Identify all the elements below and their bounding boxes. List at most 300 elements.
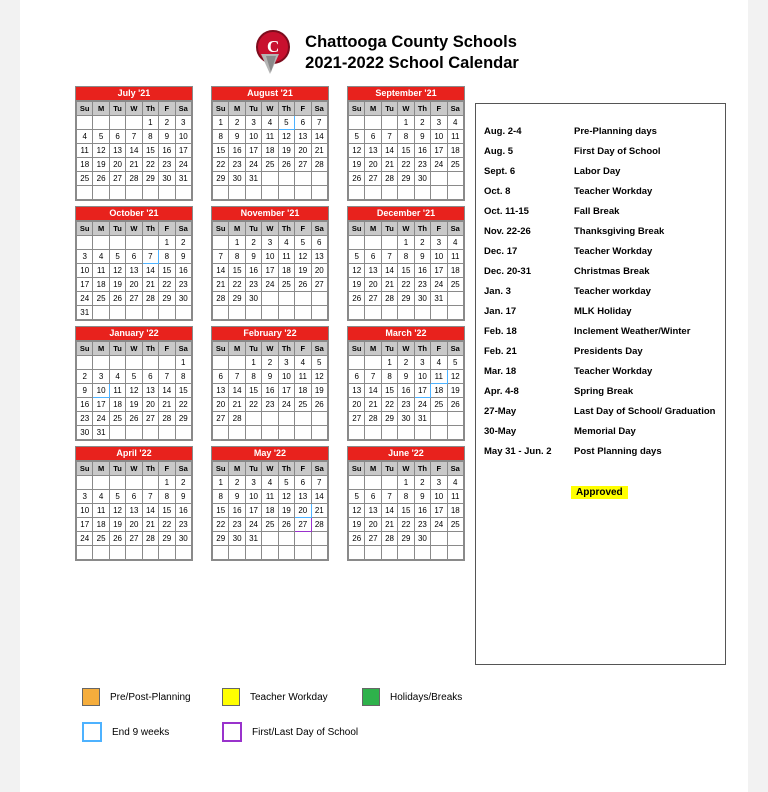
day-cell[interactable]: 14 [159, 384, 175, 398]
day-cell[interactable]: 30 [229, 172, 245, 186]
day-cell[interactable]: 20 [109, 158, 125, 172]
day-cell[interactable]: 14 [381, 264, 397, 278]
day-cell[interactable]: 13 [295, 130, 311, 144]
day-cell[interactable]: 24 [431, 518, 447, 532]
day-cell[interactable]: 16 [77, 398, 93, 412]
day-cell[interactable]: 20 [365, 158, 381, 172]
day-cell[interactable]: 29 [213, 172, 229, 186]
day-cell[interactable]: 25 [431, 398, 447, 412]
day-cell[interactable]: 7 [365, 370, 381, 384]
day-cell[interactable]: 3 [414, 356, 430, 370]
day-cell[interactable]: 21 [381, 278, 397, 292]
day-cell[interactable]: 23 [229, 158, 245, 172]
day-cell[interactable]: 23 [175, 278, 191, 292]
day-cell[interactable]: 15 [381, 384, 397, 398]
day-cell[interactable]: 26 [126, 412, 142, 426]
day-cell[interactable]: 4 [447, 116, 463, 130]
day-cell[interactable]: 6 [126, 490, 142, 504]
day-cell[interactable]: 6 [295, 116, 311, 130]
day-cell[interactable]: 9 [398, 370, 414, 384]
day-cell[interactable]: 5 [349, 250, 365, 264]
day-cell[interactable]: 14 [381, 144, 397, 158]
day-cell[interactable]: 13 [142, 384, 158, 398]
day-cell[interactable]: 25 [295, 398, 311, 412]
day-cell[interactable]: 13 [365, 264, 381, 278]
day-cell[interactable]: 8 [213, 490, 229, 504]
day-cell[interactable]: 22 [229, 278, 245, 292]
day-cell[interactable]: 15 [213, 504, 229, 518]
day-cell[interactable]: 9 [414, 490, 430, 504]
day-cell[interactable]: 26 [295, 278, 311, 292]
day-cell[interactable]: 22 [245, 398, 261, 412]
day-cell[interactable]: 17 [245, 144, 261, 158]
day-cell[interactable]: 10 [77, 264, 93, 278]
day-cell[interactable]: 9 [229, 490, 245, 504]
day-cell[interactable]: 2 [245, 236, 261, 250]
day-cell[interactable]: 19 [447, 384, 463, 398]
day-cell[interactable]: 25 [262, 518, 278, 532]
day-cell[interactable]: 14 [365, 384, 381, 398]
day-cell[interactable]: 2 [229, 116, 245, 130]
day-cell[interactable]: 3 [245, 116, 261, 130]
day-cell[interactable]: 4 [93, 490, 109, 504]
day-cell[interactable]: 19 [311, 384, 327, 398]
day-cell[interactable]: 30 [414, 172, 430, 186]
day-cell[interactable]: 21 [381, 158, 397, 172]
day-cell[interactable]: 15 [175, 384, 191, 398]
day-cell[interactable]: 14 [142, 264, 158, 278]
day-cell[interactable]: 10 [414, 370, 430, 384]
day-cell[interactable]: 16 [229, 144, 245, 158]
day-cell[interactable]: 31 [245, 172, 261, 186]
day-cell[interactable]: 30 [175, 292, 191, 306]
day-cell[interactable]: 19 [278, 144, 294, 158]
day-cell[interactable]: 10 [431, 490, 447, 504]
day-cell[interactable]: 27 [295, 518, 311, 532]
day-cell[interactable]: 29 [142, 172, 158, 186]
day-cell[interactable]: 15 [245, 384, 261, 398]
day-cell[interactable]: 16 [175, 504, 191, 518]
day-cell[interactable]: 10 [93, 384, 109, 398]
day-cell[interactable]: 12 [109, 264, 125, 278]
day-cell[interactable]: 5 [447, 356, 463, 370]
day-cell[interactable]: 29 [159, 532, 175, 546]
day-cell[interactable]: 30 [175, 532, 191, 546]
day-cell[interactable]: 21 [311, 144, 327, 158]
day-cell[interactable]: 12 [278, 130, 294, 144]
day-cell[interactable]: 28 [365, 412, 381, 426]
day-cell[interactable]: 4 [262, 476, 278, 490]
day-cell[interactable]: 21 [311, 504, 327, 518]
day-cell[interactable]: 20 [126, 518, 142, 532]
day-cell[interactable]: 28 [142, 532, 158, 546]
day-cell[interactable]: 23 [159, 158, 175, 172]
day-cell[interactable]: 2 [414, 116, 430, 130]
day-cell[interactable]: 2 [262, 356, 278, 370]
day-cell[interactable]: 12 [349, 264, 365, 278]
day-cell[interactable]: 13 [126, 504, 142, 518]
day-cell[interactable]: 26 [349, 172, 365, 186]
day-cell[interactable]: 18 [93, 518, 109, 532]
day-cell[interactable]: 29 [229, 292, 245, 306]
day-cell[interactable]: 20 [295, 144, 311, 158]
day-cell[interactable]: 15 [229, 264, 245, 278]
day-cell[interactable]: 22 [213, 158, 229, 172]
day-cell[interactable]: 4 [431, 356, 447, 370]
day-cell[interactable]: 6 [142, 370, 158, 384]
day-cell[interactable]: 27 [126, 292, 142, 306]
day-cell[interactable]: 8 [398, 250, 414, 264]
day-cell[interactable]: 16 [398, 384, 414, 398]
day-cell[interactable]: 3 [278, 356, 294, 370]
day-cell[interactable]: 11 [77, 144, 93, 158]
day-cell[interactable]: 28 [311, 518, 327, 532]
day-cell[interactable]: 6 [349, 370, 365, 384]
day-cell[interactable]: 23 [414, 518, 430, 532]
day-cell[interactable]: 20 [311, 264, 327, 278]
day-cell[interactable]: 17 [262, 264, 278, 278]
day-cell[interactable]: 20 [126, 278, 142, 292]
day-cell[interactable]: 15 [159, 264, 175, 278]
day-cell[interactable]: 7 [381, 250, 397, 264]
day-cell[interactable]: 17 [93, 398, 109, 412]
day-cell[interactable]: 4 [295, 356, 311, 370]
day-cell[interactable]: 22 [398, 518, 414, 532]
day-cell[interactable]: 2 [398, 356, 414, 370]
day-cell[interactable]: 16 [159, 144, 175, 158]
day-cell[interactable]: 18 [278, 264, 294, 278]
day-cell[interactable]: 22 [398, 158, 414, 172]
day-cell[interactable]: 16 [175, 264, 191, 278]
day-cell[interactable]: 14 [229, 384, 245, 398]
day-cell[interactable]: 23 [414, 278, 430, 292]
day-cell[interactable]: 24 [77, 532, 93, 546]
day-cell[interactable]: 7 [159, 370, 175, 384]
day-cell[interactable]: 29 [381, 412, 397, 426]
day-cell[interactable]: 22 [142, 158, 158, 172]
day-cell[interactable]: 11 [262, 490, 278, 504]
day-cell[interactable]: 22 [175, 398, 191, 412]
day-cell[interactable]: 15 [398, 264, 414, 278]
day-cell[interactable]: 6 [109, 130, 125, 144]
day-cell[interactable]: 15 [398, 144, 414, 158]
day-cell[interactable]: 8 [175, 370, 191, 384]
day-cell[interactable]: 23 [245, 278, 261, 292]
day-cell[interactable]: 5 [311, 356, 327, 370]
day-cell[interactable]: 13 [213, 384, 229, 398]
day-cell[interactable]: 27 [213, 412, 229, 426]
day-cell[interactable]: 20 [142, 398, 158, 412]
day-cell[interactable]: 10 [431, 250, 447, 264]
day-cell[interactable]: 2 [175, 236, 191, 250]
day-cell[interactable]: 3 [77, 490, 93, 504]
day-cell[interactable]: 14 [126, 144, 142, 158]
day-cell[interactable]: 10 [175, 130, 191, 144]
day-cell[interactable]: 13 [109, 144, 125, 158]
day-cell[interactable]: 9 [77, 384, 93, 398]
day-cell[interactable]: 2 [414, 236, 430, 250]
day-cell[interactable]: 13 [295, 490, 311, 504]
day-cell[interactable]: 2 [159, 116, 175, 130]
day-cell[interactable]: 4 [447, 476, 463, 490]
day-cell[interactable]: 21 [229, 398, 245, 412]
day-cell[interactable]: 26 [447, 398, 463, 412]
day-cell[interactable]: 11 [447, 130, 463, 144]
day-cell[interactable]: 17 [414, 384, 430, 398]
day-cell[interactable]: 26 [109, 292, 125, 306]
day-cell[interactable]: 10 [245, 130, 261, 144]
day-cell[interactable]: 8 [213, 130, 229, 144]
day-cell[interactable]: 6 [126, 250, 142, 264]
day-cell[interactable]: 12 [349, 144, 365, 158]
day-cell[interactable]: 6 [365, 130, 381, 144]
day-cell[interactable]: 16 [414, 504, 430, 518]
day-cell[interactable]: 7 [229, 370, 245, 384]
day-cell[interactable]: 4 [262, 116, 278, 130]
day-cell[interactable]: 13 [349, 384, 365, 398]
day-cell[interactable]: 8 [159, 490, 175, 504]
day-cell[interactable]: 28 [229, 412, 245, 426]
day-cell[interactable]: 12 [126, 384, 142, 398]
day-cell[interactable]: 29 [398, 292, 414, 306]
day-cell[interactable]: 23 [229, 518, 245, 532]
day-cell[interactable]: 17 [245, 504, 261, 518]
day-cell[interactable]: 27 [109, 172, 125, 186]
day-cell[interactable]: 8 [229, 250, 245, 264]
day-cell[interactable]: 3 [431, 236, 447, 250]
day-cell[interactable]: 18 [109, 398, 125, 412]
day-cell[interactable]: 20 [295, 504, 311, 518]
day-cell[interactable]: 1 [245, 356, 261, 370]
day-cell[interactable]: 26 [109, 532, 125, 546]
day-cell[interactable]: 18 [262, 144, 278, 158]
day-cell[interactable]: 22 [381, 398, 397, 412]
day-cell[interactable]: 1 [229, 236, 245, 250]
day-cell[interactable]: 28 [213, 292, 229, 306]
day-cell[interactable]: 12 [349, 504, 365, 518]
day-cell[interactable]: 15 [159, 504, 175, 518]
day-cell[interactable]: 10 [77, 504, 93, 518]
day-cell[interactable]: 5 [126, 370, 142, 384]
day-cell[interactable]: 11 [447, 490, 463, 504]
day-cell[interactable]: 4 [77, 130, 93, 144]
day-cell[interactable]: 12 [278, 490, 294, 504]
day-cell[interactable]: 21 [142, 518, 158, 532]
day-cell[interactable]: 17 [431, 144, 447, 158]
day-cell[interactable]: 19 [109, 278, 125, 292]
day-cell[interactable]: 11 [93, 504, 109, 518]
day-cell[interactable]: 15 [213, 144, 229, 158]
day-cell[interactable]: 2 [175, 476, 191, 490]
day-cell[interactable]: 25 [109, 412, 125, 426]
day-cell[interactable]: 18 [447, 144, 463, 158]
day-cell[interactable]: 29 [398, 532, 414, 546]
day-cell[interactable]: 8 [398, 490, 414, 504]
day-cell[interactable]: 9 [175, 250, 191, 264]
day-cell[interactable]: 24 [431, 278, 447, 292]
day-cell[interactable]: 25 [447, 518, 463, 532]
day-cell[interactable]: 1 [398, 116, 414, 130]
day-cell[interactable]: 19 [349, 278, 365, 292]
day-cell[interactable]: 27 [311, 278, 327, 292]
day-cell[interactable]: 3 [77, 250, 93, 264]
day-cell[interactable]: 7 [311, 116, 327, 130]
day-cell[interactable]: 25 [447, 158, 463, 172]
day-cell[interactable]: 6 [213, 370, 229, 384]
day-cell[interactable]: 19 [295, 264, 311, 278]
day-cell[interactable]: 19 [349, 158, 365, 172]
day-cell[interactable]: 1 [159, 236, 175, 250]
day-cell[interactable]: 29 [175, 412, 191, 426]
day-cell[interactable]: 16 [245, 264, 261, 278]
day-cell[interactable]: 8 [159, 250, 175, 264]
day-cell[interactable]: 12 [93, 144, 109, 158]
day-cell[interactable]: 22 [159, 278, 175, 292]
day-cell[interactable]: 7 [142, 250, 158, 264]
day-cell[interactable]: 16 [414, 264, 430, 278]
day-cell[interactable]: 1 [213, 116, 229, 130]
day-cell[interactable]: 12 [311, 370, 327, 384]
day-cell[interactable]: 26 [93, 172, 109, 186]
day-cell[interactable]: 11 [278, 250, 294, 264]
day-cell[interactable]: 10 [262, 250, 278, 264]
day-cell[interactable]: 7 [213, 250, 229, 264]
day-cell[interactable]: 3 [262, 236, 278, 250]
day-cell[interactable]: 16 [262, 384, 278, 398]
day-cell[interactable]: 17 [77, 518, 93, 532]
day-cell[interactable]: 22 [213, 518, 229, 532]
day-cell[interactable]: 16 [229, 504, 245, 518]
day-cell[interactable]: 6 [365, 490, 381, 504]
day-cell[interactable]: 21 [365, 398, 381, 412]
day-cell[interactable]: 27 [295, 158, 311, 172]
day-cell[interactable]: 25 [278, 278, 294, 292]
day-cell[interactable]: 23 [414, 158, 430, 172]
day-cell[interactable]: 24 [245, 518, 261, 532]
day-cell[interactable]: 6 [365, 250, 381, 264]
day-cell[interactable]: 14 [142, 504, 158, 518]
day-cell[interactable]: 16 [414, 144, 430, 158]
day-cell[interactable]: 15 [142, 144, 158, 158]
day-cell[interactable]: 31 [431, 292, 447, 306]
day-cell[interactable]: 26 [311, 398, 327, 412]
day-cell[interactable]: 4 [278, 236, 294, 250]
day-cell[interactable]: 5 [295, 236, 311, 250]
day-cell[interactable]: 24 [278, 398, 294, 412]
day-cell[interactable]: 31 [93, 426, 109, 440]
day-cell[interactable]: 9 [159, 130, 175, 144]
day-cell[interactable]: 9 [414, 130, 430, 144]
day-cell[interactable]: 21 [159, 398, 175, 412]
day-cell[interactable]: 30 [159, 172, 175, 186]
day-cell[interactable]: 18 [447, 504, 463, 518]
day-cell[interactable]: 14 [381, 504, 397, 518]
day-cell[interactable]: 26 [349, 532, 365, 546]
day-cell[interactable]: 28 [381, 292, 397, 306]
day-cell[interactable]: 20 [365, 518, 381, 532]
day-cell[interactable]: 30 [77, 426, 93, 440]
day-cell[interactable]: 18 [93, 278, 109, 292]
day-cell[interactable]: 5 [349, 130, 365, 144]
day-cell[interactable]: 17 [278, 384, 294, 398]
day-cell[interactable]: 24 [245, 158, 261, 172]
day-cell[interactable]: 25 [447, 278, 463, 292]
day-cell[interactable]: 3 [175, 116, 191, 130]
day-cell[interactable]: 14 [311, 490, 327, 504]
day-cell[interactable]: 5 [109, 250, 125, 264]
day-cell[interactable]: 2 [229, 476, 245, 490]
day-cell[interactable]: 20 [365, 278, 381, 292]
day-cell[interactable]: 22 [398, 278, 414, 292]
day-cell[interactable]: 27 [126, 532, 142, 546]
day-cell[interactable]: 4 [93, 250, 109, 264]
day-cell[interactable]: 18 [262, 504, 278, 518]
day-cell[interactable]: 20 [213, 398, 229, 412]
day-cell[interactable]: 18 [431, 384, 447, 398]
day-cell[interactable]: 29 [159, 292, 175, 306]
day-cell[interactable]: 6 [311, 236, 327, 250]
day-cell[interactable]: 9 [245, 250, 261, 264]
day-cell[interactable]: 21 [213, 278, 229, 292]
day-cell[interactable]: 25 [93, 292, 109, 306]
day-cell[interactable]: 27 [349, 412, 365, 426]
day-cell[interactable]: 13 [126, 264, 142, 278]
day-cell[interactable]: 27 [365, 172, 381, 186]
day-cell[interactable]: 17 [77, 278, 93, 292]
day-cell[interactable]: 8 [398, 130, 414, 144]
day-cell[interactable]: 30 [229, 532, 245, 546]
day-cell[interactable]: 28 [159, 412, 175, 426]
day-cell[interactable]: 26 [278, 158, 294, 172]
day-cell[interactable]: 25 [262, 158, 278, 172]
day-cell[interactable]: 26 [278, 518, 294, 532]
day-cell[interactable]: 31 [175, 172, 191, 186]
day-cell[interactable]: 28 [142, 292, 158, 306]
day-cell[interactable]: 24 [93, 412, 109, 426]
day-cell[interactable]: 1 [142, 116, 158, 130]
day-cell[interactable]: 13 [311, 250, 327, 264]
day-cell[interactable]: 7 [142, 490, 158, 504]
day-cell[interactable]: 19 [109, 518, 125, 532]
day-cell[interactable]: 5 [109, 490, 125, 504]
day-cell[interactable]: 10 [431, 130, 447, 144]
day-cell[interactable]: 7 [381, 130, 397, 144]
day-cell[interactable]: 24 [431, 158, 447, 172]
day-cell[interactable]: 28 [126, 172, 142, 186]
day-cell[interactable]: 11 [447, 250, 463, 264]
day-cell[interactable]: 3 [431, 116, 447, 130]
day-cell[interactable]: 9 [414, 250, 430, 264]
day-cell[interactable]: 8 [142, 130, 158, 144]
day-cell[interactable]: 13 [365, 504, 381, 518]
day-cell[interactable]: 28 [381, 172, 397, 186]
day-cell[interactable]: 5 [278, 476, 294, 490]
day-cell[interactable]: 23 [262, 398, 278, 412]
day-cell[interactable]: 18 [77, 158, 93, 172]
day-cell[interactable]: 6 [295, 476, 311, 490]
day-cell[interactable]: 28 [311, 158, 327, 172]
day-cell[interactable]: 9 [262, 370, 278, 384]
day-cell[interactable]: 15 [398, 504, 414, 518]
day-cell[interactable]: 1 [398, 236, 414, 250]
day-cell[interactable]: 23 [398, 398, 414, 412]
day-cell[interactable]: 4 [447, 236, 463, 250]
day-cell[interactable]: 24 [175, 158, 191, 172]
day-cell[interactable]: 11 [431, 370, 447, 384]
day-cell[interactable]: 5 [93, 130, 109, 144]
day-cell[interactable]: 21 [142, 278, 158, 292]
day-cell[interactable]: 26 [349, 292, 365, 306]
